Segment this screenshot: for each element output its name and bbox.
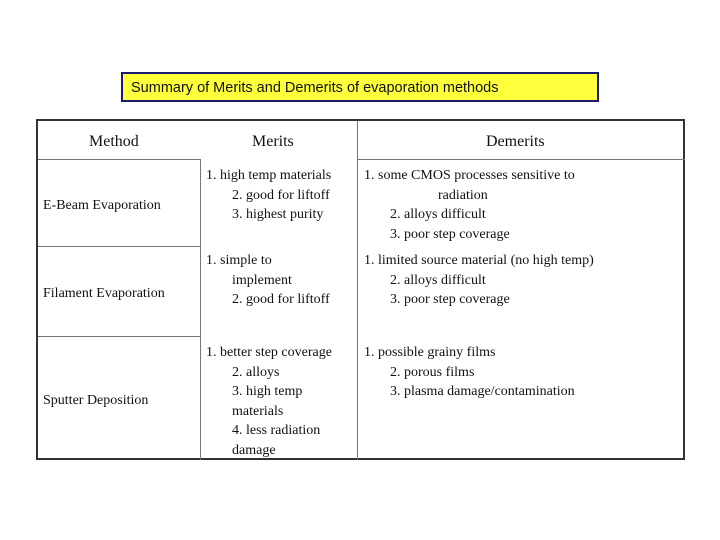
header-method: Method (89, 133, 139, 150)
demerits-cell (364, 166, 575, 244)
merit-line: 1. high temp materials (206, 168, 332, 183)
merits-cell (206, 166, 331, 225)
demerit-line: 1. limited source material (no high temp) (364, 253, 594, 268)
merit-line: 2. good for liftoff (232, 292, 330, 307)
column-divider (357, 121, 358, 460)
demerit-line: 3. plasma damage/contamination (390, 384, 575, 399)
merit-line: 3. highest purity (232, 207, 324, 222)
merit-line: 2. alloys (232, 364, 280, 380)
row-divider (357, 159, 685, 160)
demerit-line: 3. poor step coverage (390, 226, 510, 242)
merit-line: 4. less radiation (232, 423, 321, 438)
row-divider (38, 336, 200, 337)
demerit-line: radiation (438, 187, 488, 203)
merits-demerits-table (36, 119, 685, 460)
merits-cell (206, 251, 330, 310)
method-cell: Sputter Deposition (43, 393, 149, 408)
row-divider (38, 159, 200, 160)
header-merits: Merits (252, 133, 294, 150)
merit-line: damage (232, 442, 276, 458)
demerit-line: 3. poor step coverage (390, 292, 510, 307)
merit-line: 1. simple to (206, 253, 272, 268)
merit-line: materials (232, 403, 284, 419)
demerit-line: 1. some CMOS processes sensitive to (364, 168, 575, 183)
method-cell: E-Beam Evaporation (43, 198, 161, 213)
merit-line: implement (232, 272, 292, 288)
row-divider (38, 246, 200, 247)
merit-line: 2. good for liftoff (232, 187, 330, 203)
method-cell: Filament Evaporation (43, 286, 165, 301)
demerit-line: 2. porous films (390, 364, 475, 380)
header-demerits: Demerits (486, 133, 545, 150)
demerit-line: 1. possible grainy films (364, 345, 496, 360)
demerit-line: 2. alloys difficult (390, 207, 486, 222)
demerit-line: 2. alloys difficult (390, 272, 486, 288)
table-title: Summary of Merits and Demerits of evaporation methods (121, 72, 599, 102)
demerits-cell (364, 251, 594, 310)
demerits-cell (364, 343, 575, 402)
merit-line: 1. better step coverage (206, 345, 332, 360)
column-divider (200, 159, 201, 460)
merit-line: 3. high temp (232, 384, 303, 399)
merits-cell (206, 343, 332, 460)
